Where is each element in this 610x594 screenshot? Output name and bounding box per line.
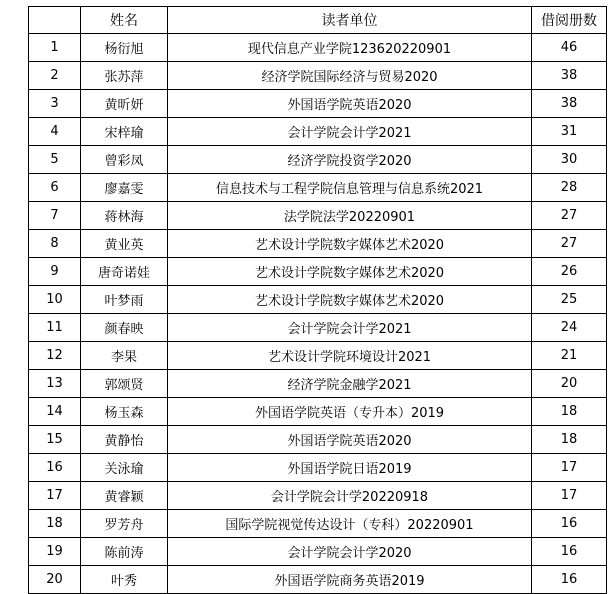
table-row <box>29 62 607 90</box>
table-row <box>29 34 607 62</box>
table-row <box>29 146 607 174</box>
count-cell: 17 <box>532 454 607 482</box>
table-row <box>29 538 607 566</box>
table-row <box>29 398 607 426</box>
table-row <box>29 510 607 538</box>
rank-cell: 11 <box>29 314 81 342</box>
count-cell: 18 <box>532 398 607 426</box>
rank-cell: 6 <box>29 174 81 202</box>
unit-cell: 会计学院会计学2021 <box>168 118 532 146</box>
count-cell: 17 <box>532 482 607 510</box>
name-cell: 蒋林海 <box>81 202 168 230</box>
rank-cell: 19 <box>29 538 81 566</box>
name-cell: 颜春映 <box>81 314 168 342</box>
name-cell: 陈前涛 <box>81 538 168 566</box>
unit-cell: 外国语学院商务英语2019 <box>168 566 532 594</box>
header-rank <box>29 7 81 34</box>
unit-cell: 外国语学院英语2020 <box>168 90 532 118</box>
rank-cell: 3 <box>29 90 81 118</box>
count-cell: 18 <box>532 426 607 454</box>
name-cell: 罗芳舟 <box>81 510 168 538</box>
count-cell: 28 <box>532 174 607 202</box>
count-cell: 20 <box>532 370 607 398</box>
table-row <box>29 370 607 398</box>
name-cell: 杨衍旭 <box>81 34 168 62</box>
unit-cell: 艺术设计学院数字媒体艺术2020 <box>168 230 532 258</box>
name-cell: 叶梦雨 <box>81 286 168 314</box>
rank-cell: 8 <box>29 230 81 258</box>
count-cell: 16 <box>532 538 607 566</box>
count-cell: 27 <box>532 230 607 258</box>
name-cell: 张苏萍 <box>81 62 168 90</box>
name-cell: 叶秀 <box>81 566 168 594</box>
count-cell: 16 <box>532 566 607 594</box>
rank-cell: 5 <box>29 146 81 174</box>
header-name: 姓名 <box>81 7 168 34</box>
count-cell: 25 <box>532 286 607 314</box>
table-row <box>29 230 607 258</box>
name-cell: 唐奇诺娃 <box>81 258 168 286</box>
unit-cell: 经济学院金融学2021 <box>168 370 532 398</box>
rank-cell: 16 <box>29 454 81 482</box>
rank-cell: 14 <box>29 398 81 426</box>
name-cell: 黄睿颖 <box>81 482 168 510</box>
borrowing-ranking-table <box>28 6 607 594</box>
unit-cell: 经济学院国际经济与贸易2020 <box>168 62 532 90</box>
name-cell: 李果 <box>81 342 168 370</box>
header-unit: 读者单位 <box>168 7 532 34</box>
unit-cell: 艺术设计学院环境设计2021 <box>168 342 532 370</box>
unit-cell: 会计学院会计学20220918 <box>168 482 532 510</box>
unit-cell: 外国语学院英语（专升本）2019 <box>168 398 532 426</box>
unit-cell: 艺术设计学院数字媒体艺术2020 <box>168 286 532 314</box>
rank-cell: 2 <box>29 62 81 90</box>
table-row <box>29 286 607 314</box>
count-cell: 38 <box>532 62 607 90</box>
table-row <box>29 202 607 230</box>
table-row <box>29 426 607 454</box>
count-cell: 31 <box>532 118 607 146</box>
unit-cell: 外国语学院英语2020 <box>168 426 532 454</box>
name-cell: 黄静怡 <box>81 426 168 454</box>
table-row <box>29 90 607 118</box>
table-row <box>29 174 607 202</box>
name-cell: 黄业英 <box>81 230 168 258</box>
count-cell: 46 <box>532 34 607 62</box>
rank-cell: 12 <box>29 342 81 370</box>
name-cell: 宋梓瑜 <box>81 118 168 146</box>
rank-cell: 7 <box>29 202 81 230</box>
name-cell: 黄昕妍 <box>81 90 168 118</box>
unit-cell: 现代信息产业学院123620220901 <box>168 34 532 62</box>
name-cell: 关泳瑜 <box>81 454 168 482</box>
header-row <box>29 7 607 34</box>
rank-cell: 20 <box>29 566 81 594</box>
name-cell: 廖嘉雯 <box>81 174 168 202</box>
rank-cell: 15 <box>29 426 81 454</box>
rank-cell: 10 <box>29 286 81 314</box>
table-row <box>29 482 607 510</box>
rank-cell: 13 <box>29 370 81 398</box>
unit-cell: 会计学院会计学2021 <box>168 314 532 342</box>
count-cell: 24 <box>532 314 607 342</box>
unit-cell: 经济学院投资学2020 <box>168 146 532 174</box>
name-cell: 曾彩凤 <box>81 146 168 174</box>
table-row <box>29 454 607 482</box>
rank-cell: 17 <box>29 482 81 510</box>
table-row <box>29 314 607 342</box>
unit-cell: 会计学院会计学2020 <box>168 538 532 566</box>
table-row <box>29 342 607 370</box>
table-row <box>29 258 607 286</box>
count-cell: 26 <box>532 258 607 286</box>
unit-cell: 艺术设计学院数字媒体艺术2020 <box>168 258 532 286</box>
unit-cell: 国际学院视觉传达设计（专科）20220901 <box>168 510 532 538</box>
table-row <box>29 566 607 594</box>
rank-cell: 4 <box>29 118 81 146</box>
rank-cell: 1 <box>29 34 81 62</box>
unit-cell: 信息技术与工程学院信息管理与信息系统2021 <box>168 174 532 202</box>
count-cell: 38 <box>532 90 607 118</box>
count-cell: 27 <box>532 202 607 230</box>
rank-cell: 18 <box>29 510 81 538</box>
count-cell: 30 <box>532 146 607 174</box>
count-cell: 16 <box>532 510 607 538</box>
name-cell: 杨玉森 <box>81 398 168 426</box>
unit-cell: 法学院法学20220901 <box>168 202 532 230</box>
unit-cell: 外国语学院日语2019 <box>168 454 532 482</box>
table-row <box>29 118 607 146</box>
name-cell: 郭颂贤 <box>81 370 168 398</box>
rank-cell: 9 <box>29 258 81 286</box>
count-cell: 21 <box>532 342 607 370</box>
header-count: 借阅册数 <box>532 7 607 34</box>
